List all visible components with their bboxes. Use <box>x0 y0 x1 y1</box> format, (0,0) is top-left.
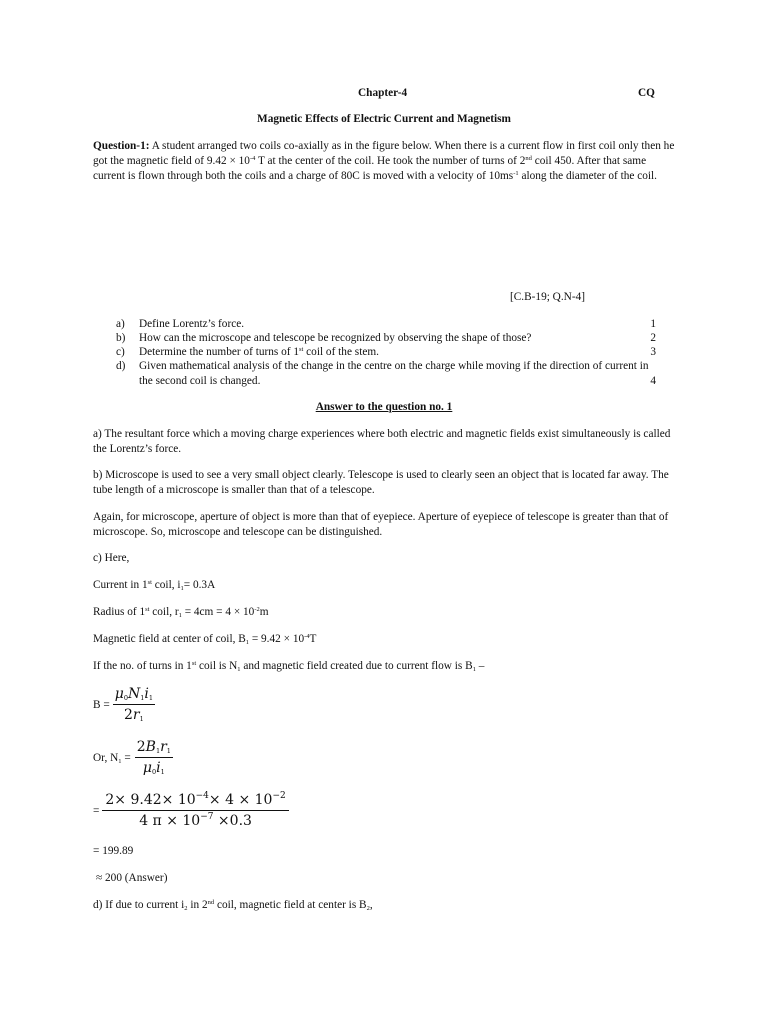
answer-heading: Answer to the question no. 1 <box>315 401 453 413</box>
result-approx: ≈ 200 (Answer) <box>96 872 168 884</box>
item-mark: 2 <box>650 332 656 344</box>
given-if-line: If the no. of turns in 1st coil is $N_1$ and magnetic field created due to current flow is $B_1$ – <box>93 660 485 673</box>
given-field: Magnetic field at center of coil, $B_1 = 9.42 \times 10^{-4}T$ <box>93 633 317 646</box>
given-current: Current in 1st coil, $i_1= 0.3A$ <box>93 579 216 592</box>
question-label: Question-1: <box>93 140 150 152</box>
fraction: $\frac{2B_1r_1}{\mu_0i_1}$ <box>136 739 171 776</box>
item-mark: 1 <box>650 318 656 330</box>
page-title: Magnetic Effects of Electric Current and Magnetism <box>257 113 511 125</box>
question-item: a) Define Lorentz’s force. 1 <box>116 318 656 330</box>
equation-3: = $\frac{2\times 9.42\times 10^{-4}\times 4 \times 10^{-2}}{4 \pi \times 10^{-7} \times 0.3}$ <box>93 792 289 829</box>
equation-2: Or, $N_1$ = $\frac{2B_1r_1}{\mu_0i_1}$ <box>93 739 171 776</box>
question-paragraph: Question-1: A student arranged two coils co-axially as in the figure below. When there is a current flow in first coil only then he got the magnetic field of $9.42 \times 10^{-4}$ T at the center of the coil. He took the number of turns of 2nd coil 450. After that same current is flown through both the coils and a charge of 80C is moved with a velocity of $10ms^{-1}$ along the diameter of the coil. <box>93 140 675 183</box>
given-radius: Radius of 1st coil, $r_1 = 4cm = 4 \times 10^{-2}m$ <box>93 606 269 619</box>
answer-d-line: d) If due to current $i_2$ in 2nd coil, magnetic field at center is $B_2$, <box>93 899 373 912</box>
question-item: d) Given mathematical analysis of the change in the centre on the charge while moving if the direction of current in the second coil is changed. 4 <box>116 360 656 387</box>
result-value: = 199.89 <box>93 845 134 857</box>
cq-tag: CQ <box>638 87 655 99</box>
item-mark: 4 <box>650 375 656 387</box>
fraction: $\frac{2\times 9.42\times 10^{-4}\times 4 \times 10^{-2}}{4 \pi \times 10^{-7} \times 0.3}$ <box>102 792 288 829</box>
answer-b1: b) Microscope is used to see a very small object clearly. Telescope is used to clearly seen an object that is located far away. The tube length of a microscope is smaller than that of a telescope. <box>93 469 669 497</box>
question-item: c) Determine the number of turns of 1st coil of the stem. 3 <box>116 346 656 358</box>
question-item: b) How can the microscope and telescope be recognized by observing the shape of those? 2 <box>116 332 656 344</box>
answer-b2: Again, for microscope, aperture of object is more than that of eyepiece. Aperture of eyepiece of telescope is greater than that of microscope. So, microscope and telescope can be distinguished. <box>93 511 669 539</box>
fraction: $\frac{\mu_0N_1i_1}{2r_1}$ <box>114 686 153 723</box>
equation-1: B = $\frac{\mu_0N_1i_1}{2r_1}$ <box>93 686 153 723</box>
answer-a: a) The resultant force which a moving charge experiences where both electric and magnetic fields exist simultaneously is called the Lorentz’s force. <box>93 428 671 456</box>
question-source: [C.B-19; Q.N-4] <box>510 291 585 303</box>
answer-c-here: c) Here, <box>93 552 130 564</box>
item-mark: 3 <box>650 346 656 358</box>
chapter-label: Chapter-4 <box>358 87 408 99</box>
